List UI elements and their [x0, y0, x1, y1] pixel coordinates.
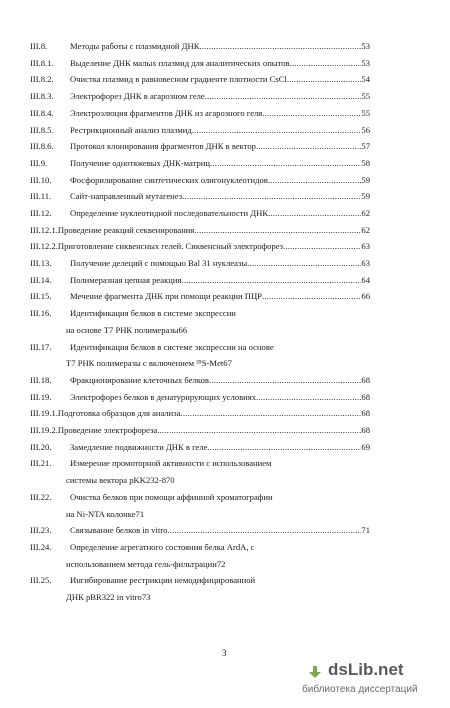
toc-entry-number: III.8.3. — [30, 91, 54, 101]
watermark-subtitle: библиотека диссертаций — [302, 684, 418, 695]
toc-entry-page: 73 — [141, 592, 151, 602]
toc-entry-title: Сайт-направленный мутагенез — [70, 191, 183, 201]
toc-entry-title: Выделение ДНК малых плазмид для аналитических опытов — [70, 58, 290, 68]
toc-entry-page: 63 — [361, 241, 370, 251]
dot-leader — [256, 141, 361, 152]
toc-entry-continuation-text: ДНК pBR322 in vitro — [66, 592, 142, 602]
toc-entry-number: III.20. — [30, 442, 52, 452]
toc-entry-title: Определение агрегатного состояния белка ArdA, с — [70, 542, 255, 552]
toc-entry-title: Получение делеций с помощью Bal 31 нуклеазы — [70, 258, 248, 268]
toc-entry-title: Электрофорез белков в денатурирующих условиях — [70, 392, 256, 402]
toc-entry-title: Идентификация белков в системе экспрессии на основе — [70, 342, 274, 352]
dot-leader — [181, 275, 361, 286]
toc-entry-number: III.12. — [30, 208, 52, 218]
toc-entry-number: III.10. — [30, 175, 52, 185]
toc-entry-page: 69 — [361, 442, 370, 452]
dot-leader — [290, 58, 362, 69]
watermark-logo: dsLib.net — [328, 660, 404, 679]
toc-entry-page: 53 — [361, 58, 370, 68]
toc-entry-continuation-text: на Ni-NTA колонке — [66, 509, 136, 519]
toc-entry-continuation-text: системы вектора pKK232-8 — [66, 475, 166, 485]
toc-entry-page: 56 — [361, 125, 370, 135]
toc-entry-page: 62 — [361, 225, 370, 235]
toc-entry-number: III.16. — [30, 308, 52, 318]
toc-entry-title: Связывание белков in vitro — [70, 525, 168, 535]
toc-entry-title: Получение однотяжевых ДНК-матриц — [70, 158, 210, 168]
toc-entry-page: 57 — [361, 141, 370, 151]
toc-entry-number: III.18. — [30, 375, 52, 385]
dot-leader — [209, 375, 362, 386]
toc-entry-title: Рестрикционный анализ плазмид — [70, 125, 192, 135]
toc-entry-number: III.9. — [30, 158, 48, 168]
toc-entry-page: 53 — [361, 41, 370, 51]
toc-entry-continuation — [66, 559, 370, 570]
dot-leader — [192, 125, 362, 136]
toc-entry-title: Методы работы с плазмидной ДНК — [70, 41, 200, 51]
toc-entry-page: 66 — [361, 291, 370, 301]
toc-entry-number: III.13. — [30, 258, 52, 268]
toc-entry-title: Фосфорилирование синтетических олигонуклеотидов — [70, 175, 268, 185]
toc-entry-number: III.19. — [30, 392, 52, 402]
dot-leader — [182, 191, 361, 202]
toc-entry-continuation — [66, 509, 370, 520]
toc-entry-number: III.8.4. — [30, 108, 54, 118]
toc-entry-title: Очистка белков при помощи аффинной хроматографии — [70, 492, 273, 502]
watermark — [300, 660, 445, 704]
toc-entry-number: III.24. — [30, 542, 52, 552]
toc-entry-number: III.15. — [30, 291, 52, 301]
dot-leader — [181, 408, 362, 419]
toc-entry-title: Полимеразная цепная реакция — [70, 275, 182, 285]
dot-leader — [199, 41, 361, 52]
toc-entry-page: 68 — [361, 392, 370, 402]
toc-entry-page: 64 — [361, 275, 370, 285]
toc-entry-title: Электрофорез ДНК в агарозном геле — [70, 91, 205, 101]
toc-entry-page: 59 — [361, 175, 370, 185]
dot-leader — [247, 258, 361, 269]
toc-entry-page: 68 — [361, 425, 370, 435]
dot-leader — [207, 442, 361, 453]
toc-entry-title: Мечение фрагмента ДНК при помощи реакции ПЦР — [70, 291, 262, 301]
toc-entry-title: Протокол клонирования фрагментов ДНК в вектор — [70, 141, 256, 151]
toc-entry-continuation — [66, 475, 370, 486]
toc-entry-page: 59 — [361, 191, 370, 201]
toc-entry-page: 58 — [361, 158, 370, 168]
toc-entry-title: Электроэлюция фрагментов ДНК из агарозного геля — [70, 108, 263, 118]
toc-entry-title: III.12.2.Приготовление сиквенсных гелей. Сиквенсный электрофорез — [30, 241, 284, 251]
toc-entry-page: 54 — [361, 74, 370, 84]
toc-entry-title: III.12.1.Проведение реакций секвенирования — [30, 225, 195, 235]
dot-leader — [283, 241, 361, 252]
toc-entry-title: Измерение промоторной активности с использованием — [70, 458, 272, 468]
toc-entry-continuation — [66, 592, 370, 603]
toc-entry-number: III.21. — [30, 458, 52, 468]
toc-entry-page: 71 — [135, 509, 145, 519]
toc-entry-title: III.19.1.Подготовка образцов для анализа — [30, 408, 181, 418]
toc-entry-number: III.8.1. — [30, 58, 54, 68]
page-number: 3 — [222, 648, 227, 658]
toc-entry-continuation-text: использованием метода гель-фильтрации — [66, 559, 217, 569]
toc-entry-title: Очистка плазмид в равновесном градиенте плотности CsCl — [70, 74, 287, 84]
toc-entry-number: III.8.2. — [30, 74, 54, 84]
toc-entry-page: 55 — [361, 91, 370, 101]
toc-entry-page: 63 — [361, 258, 370, 268]
toc-entry-continuation-text: Т7 РНК полимеразы с включением ³⁵S-Met — [66, 358, 224, 368]
dot-leader — [167, 525, 361, 536]
dot-leader — [194, 225, 361, 236]
toc-entry-page: 62 — [361, 208, 370, 218]
dot-leader — [262, 108, 361, 119]
toc-entry-number: III.17. — [30, 342, 52, 352]
toc-entry-number: III.25. — [30, 575, 52, 585]
toc-entry-title: Идентификация белков в системе экспрессии — [70, 308, 236, 318]
toc-entry-continuation — [66, 358, 370, 369]
download-arrow-icon — [306, 664, 324, 680]
dot-leader — [256, 392, 361, 403]
toc-entry-page: 70 — [166, 475, 175, 485]
toc-entry-title: Фракционирование клеточных белков — [70, 375, 209, 385]
toc-entry-number: III.22. — [30, 492, 52, 502]
toc-entry-number: III.14. — [30, 275, 52, 285]
toc-entry-page: 66 — [178, 325, 188, 335]
toc-entry-number: III.8.6. — [30, 141, 54, 151]
dot-leader — [262, 291, 361, 302]
toc-entry-page: 72 — [216, 559, 226, 569]
toc-entry-page: 68 — [361, 408, 370, 418]
toc-entry-title: Определение нуклеотидной последовательности ДНК — [70, 208, 269, 218]
dot-leader — [210, 158, 361, 169]
toc-entry-continuation-text: на основе Т7 РНК полимеразы — [66, 325, 179, 335]
toc-entry-page: 55 — [361, 108, 370, 118]
dot-leader — [268, 208, 361, 219]
toc-entry-page: 67 — [223, 358, 232, 368]
toc-entry-title: Ингибирование рестрикции немодифицированной — [70, 575, 256, 585]
toc-entry-number: III.23. — [30, 525, 52, 535]
dot-leader — [157, 425, 361, 436]
toc-entry-number: III.8.5. — [30, 125, 54, 135]
toc-entry-continuation — [66, 325, 370, 336]
dot-leader — [205, 91, 362, 102]
toc-entry-title: Замедление подвижности ДНК в геле — [70, 442, 208, 452]
dot-leader — [268, 175, 362, 186]
toc-entry-title: III.19.2.Проведение электрофореза — [30, 425, 158, 435]
toc-entry-number: III.8. — [30, 41, 48, 51]
toc-entry-page: 68 — [361, 375, 370, 385]
toc-entry-number: III.11. — [30, 191, 52, 201]
toc-entry-page: 71 — [361, 525, 370, 535]
dot-leader — [287, 74, 362, 85]
